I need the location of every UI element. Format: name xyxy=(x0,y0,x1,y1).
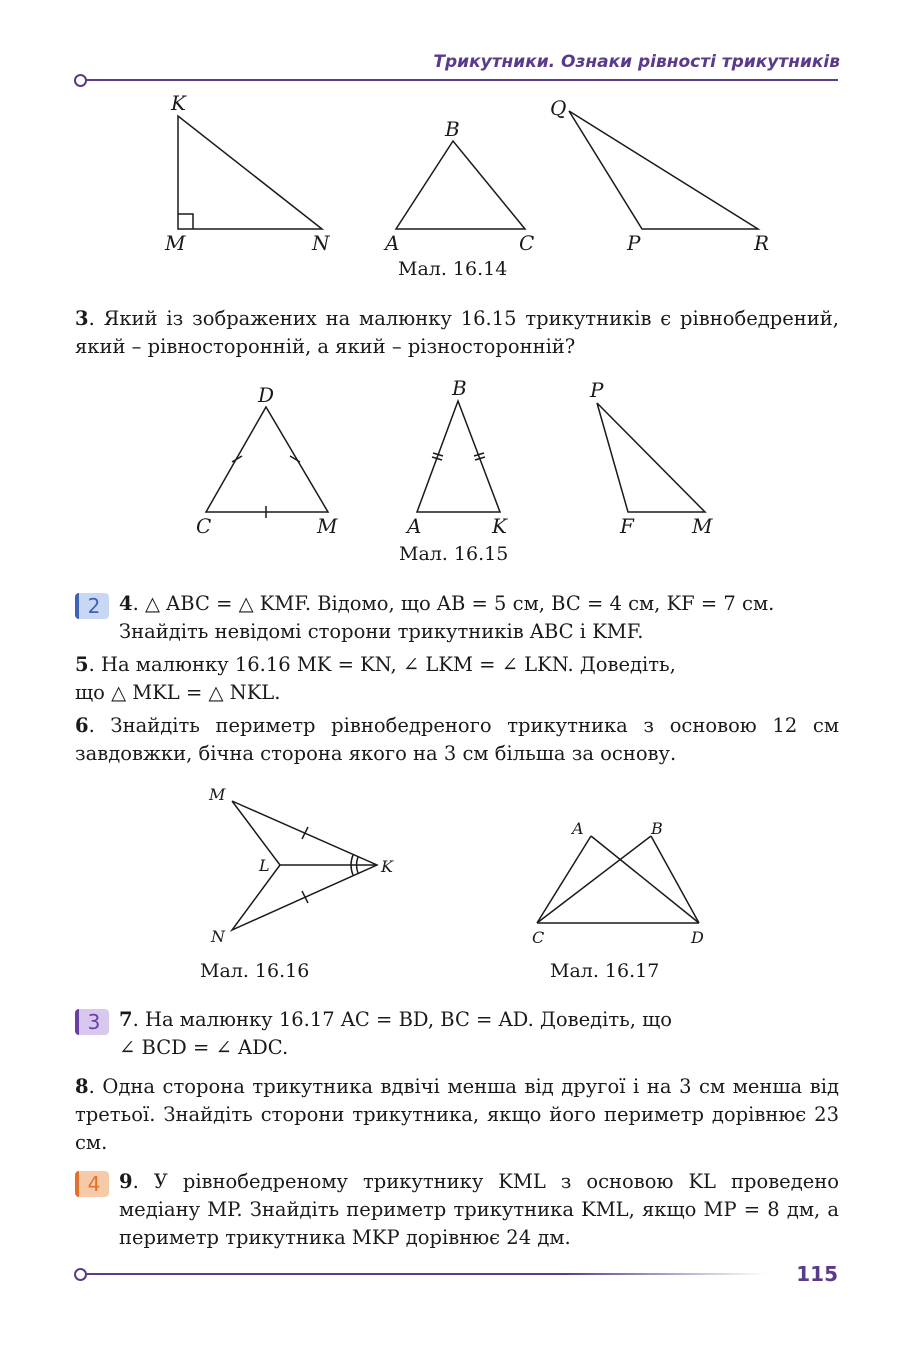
label-m3: M xyxy=(692,514,713,538)
label-k: K xyxy=(171,91,186,115)
task-7-text-1: . На малюнку 16.17 AC = BD, BC = AD. Доведіть, що xyxy=(132,1008,673,1031)
task-9-text: . У рівнобедреному трикутнику KML з основою KL проведено медіану MP. Знайдіть периметр трикутника KML, якщо MP = 8 дм, а периметр трикутника MKP дорівнює 24 дм. xyxy=(119,1170,839,1249)
task-8 xyxy=(75,1073,839,1157)
label-b5: B xyxy=(651,819,663,838)
label-d5: D xyxy=(691,928,704,947)
caption-16-17: Мал. 16.17 xyxy=(550,960,660,982)
caption-16-16: Мал. 16.16 xyxy=(200,960,310,982)
label-k4: K xyxy=(381,857,393,876)
label-l: L xyxy=(259,856,270,875)
label-b2: B xyxy=(452,376,467,400)
label-m2: M xyxy=(317,514,338,538)
label-k2: K xyxy=(492,514,507,538)
label-c5: C xyxy=(532,928,545,947)
label-m4: M xyxy=(209,785,226,804)
caption-16-15: Мал. 16.15 xyxy=(399,543,509,565)
caption-16-14: Мал. 16.14 xyxy=(398,258,508,280)
label-c: C xyxy=(519,231,535,255)
level-4-badge: 4 xyxy=(75,1171,109,1197)
task-9-number: 9 xyxy=(119,1170,133,1193)
segment-bd xyxy=(651,836,699,923)
footer-rule xyxy=(86,1273,766,1275)
task-7-line-1 xyxy=(119,1006,839,1034)
label-f2: F xyxy=(620,514,634,538)
task-4-line-2: Знайдіть невідомі сторони трикутників ABC і KMF. xyxy=(119,620,644,643)
label-p2: P xyxy=(590,378,604,402)
segment-ca xyxy=(537,836,591,923)
task-9 xyxy=(119,1168,839,1252)
label-q: Q xyxy=(550,96,567,120)
task-3-number: 3 xyxy=(75,307,89,330)
page-number: 115 xyxy=(796,1262,838,1286)
segment-cb xyxy=(537,836,651,923)
task-4-text-1: . △ ABC = △ KMF. Відомо, що AB = 5 см, BC = 4 см, KF = 7 см. xyxy=(132,592,775,615)
task-7-line-2: ∠ BCD = ∠ ADC. xyxy=(119,1036,289,1059)
task-8-number: 8 xyxy=(75,1075,89,1098)
running-header: Трикутники. Ознаки рівності трикутників xyxy=(433,52,840,72)
label-a: A xyxy=(385,231,400,255)
label-p: P xyxy=(627,231,641,255)
level-2-badge: 2 xyxy=(75,593,109,619)
label-r: R xyxy=(754,231,770,255)
label-d: D xyxy=(258,383,275,407)
task-5-line-2: що △ MKL = △ NKL. xyxy=(75,681,281,704)
label-a2: A xyxy=(407,514,422,538)
task-7-number: 7 xyxy=(119,1008,133,1031)
segment-ad xyxy=(591,836,699,923)
task-5-text-1: . На малюнку 16.16 MK = KN, ∠ LKM = ∠ LKN. Доведіть, xyxy=(88,653,676,676)
label-m: M xyxy=(165,231,186,255)
task-6-number: 6 xyxy=(75,714,89,737)
task-3-text: . Який із зображених на малюнку 16.15 трикутників є рівнобедрений, який – рівносторонній, а який – різносторонній? xyxy=(75,307,839,358)
label-b: B xyxy=(445,117,460,141)
task-5-number: 5 xyxy=(75,653,89,676)
level-3-badge: 3 xyxy=(75,1009,109,1035)
task-4-number: 4 xyxy=(119,592,133,615)
label-a5: A xyxy=(572,819,584,838)
label-n4: N xyxy=(211,927,225,946)
label-n: N xyxy=(312,231,330,255)
task-6-text: . Знайдіть периметр рівнобедреного трикутника з основою 12 см завдовжки, бічна сторона якого на 3 см більша за основу. xyxy=(75,714,839,765)
task-7 xyxy=(119,1006,839,1062)
label-c2: C xyxy=(196,514,212,538)
task-8-text: . Одна сторона трикутника вдвічі менша від другої і на 3 см менша від третьої. Знайдіть сторони трикутника, якщо його периметр дорівнює 23 см. xyxy=(75,1075,839,1154)
